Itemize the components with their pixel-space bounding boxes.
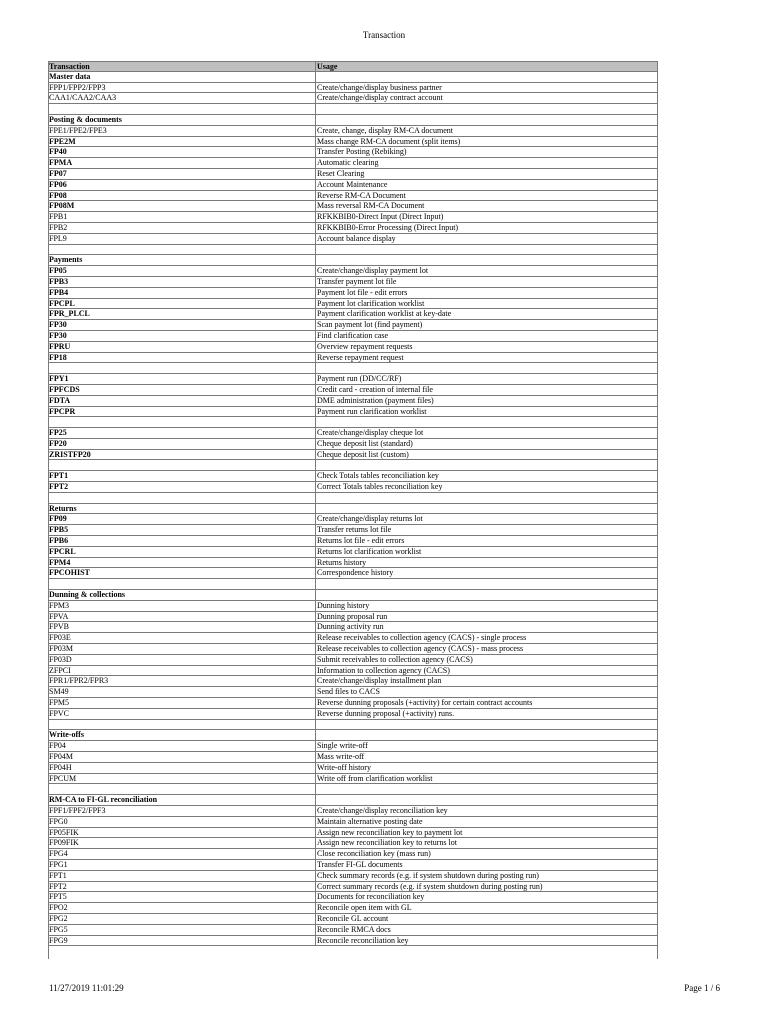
transaction-code: FPO2: [48, 903, 316, 914]
table-row: [48, 201, 658, 212]
transaction-code: FPB3: [48, 277, 316, 288]
transaction-code: FPT1: [48, 871, 316, 882]
usage-description: Transfer FI-GL documents: [316, 860, 658, 871]
usage-description: Account balance display: [316, 234, 658, 245]
usage-description: [316, 730, 658, 741]
section-title: Payments: [48, 255, 316, 266]
transaction-code: FPT2: [48, 882, 316, 893]
table-row: [48, 299, 658, 310]
table-row: [48, 763, 658, 774]
usage-description: Reconcile RMCA docs: [316, 925, 658, 936]
usage-description: Transfer payment lot file: [316, 277, 658, 288]
transaction-code: FPVC: [48, 709, 316, 720]
transaction-code: FPCOHIST: [48, 568, 316, 579]
transaction-code: FPCPR: [48, 407, 316, 418]
header-transaction: Transaction: [48, 61, 316, 72]
transaction-code: FPY1: [48, 374, 316, 385]
table-row: [48, 536, 658, 547]
transaction-code: [48, 493, 316, 504]
usage-description: Reverse dunning proposal (+activity) runs.: [316, 709, 658, 720]
table-row: [48, 817, 658, 828]
usage-description: Create/change/display payment lot: [316, 266, 658, 277]
usage-description: Create/change/display business partner: [316, 83, 658, 94]
transaction-code: FP04: [48, 741, 316, 752]
usage-description: Payment lot clarification worklist: [316, 299, 658, 310]
table-row: [48, 158, 658, 169]
transaction-code: FPL9: [48, 234, 316, 245]
usage-description: Reconcile GL account: [316, 914, 658, 925]
table-row: [48, 288, 658, 299]
transaction-code: FP25: [48, 428, 316, 439]
table-row: [48, 655, 658, 666]
transaction-code: FP07: [48, 169, 316, 180]
table-row: [48, 698, 658, 709]
transaction-code: FPB5: [48, 525, 316, 536]
table-row: [48, 277, 658, 288]
transaction-code: FPM4: [48, 558, 316, 569]
transaction-code: ZFPCI: [48, 666, 316, 677]
transaction-code: SM49: [48, 687, 316, 698]
section-title: Write-offs: [48, 730, 316, 741]
transaction-code: FP03M: [48, 644, 316, 655]
transaction-code: FPG4: [48, 849, 316, 860]
usage-description: Submit receivables to collection agency (CACS): [316, 655, 658, 666]
section-title: RM-CA to FI-GL reconciliation: [48, 795, 316, 806]
transaction-code: FPB4: [48, 288, 316, 299]
table-row: [48, 137, 658, 148]
usage-description: Documents for reconciliation key: [316, 892, 658, 903]
table-row: [48, 925, 658, 936]
transaction-code: FP04H: [48, 763, 316, 774]
usage-description: Returns lot file - edit errors: [316, 536, 658, 547]
usage-description: [316, 579, 658, 590]
table-row: [48, 180, 658, 191]
transaction-code: ZRISTFP20: [48, 450, 316, 461]
transaction-code: [48, 579, 316, 590]
usage-description: Payment run clarification worklist: [316, 407, 658, 418]
transaction-code: FP09: [48, 514, 316, 525]
usage-description: Information to collection agency (CACS): [316, 666, 658, 677]
table-row: [48, 892, 658, 903]
blank-row: [48, 363, 658, 374]
table-row: [48, 471, 658, 482]
transaction-table: [48, 61, 658, 946]
usage-description: Check Totals tables reconciliation key: [316, 471, 658, 482]
usage-description: [316, 72, 658, 83]
table-row: [48, 309, 658, 320]
usage-description: Create/change/display contract account: [316, 93, 658, 104]
usage-description: Credit card - creation of internal file: [316, 385, 658, 396]
transaction-code: FPT1: [48, 471, 316, 482]
usage-description: Assign new reconciliation key to payment lot: [316, 828, 658, 839]
section-header-row: [48, 730, 658, 741]
transaction-code: FPCRL: [48, 547, 316, 558]
table-row: [48, 622, 658, 633]
usage-description: Write off from clarification worklist: [316, 774, 658, 785]
usage-description: Single write-off: [316, 741, 658, 752]
table-row: [48, 525, 658, 536]
table-row: [48, 234, 658, 245]
usage-description: Mass change RM-CA document (split items): [316, 137, 658, 148]
table-row: [48, 752, 658, 763]
table-row: [48, 374, 658, 385]
section-header-row: [48, 590, 658, 601]
usage-description: Reverse RM-CA Document: [316, 191, 658, 202]
usage-description: [316, 720, 658, 731]
transaction-code: FP20: [48, 439, 316, 450]
transaction-code: FPE1/FPE2/FPE3: [48, 126, 316, 137]
section-title: Dunning & collections: [48, 590, 316, 601]
section-header-row: [48, 795, 658, 806]
blank-row: [48, 104, 658, 115]
table-row: [48, 169, 658, 180]
usage-description: Create/change/display cheque lot: [316, 428, 658, 439]
transaction-code: FP08: [48, 191, 316, 202]
usage-description: [316, 590, 658, 601]
transaction-code: FPMA: [48, 158, 316, 169]
transaction-code: FPVB: [48, 622, 316, 633]
transaction-code: FP05FIK: [48, 828, 316, 839]
table-row: [48, 428, 658, 439]
usage-description: [316, 504, 658, 515]
transaction-code: CAA1/CAA2/CAA3: [48, 93, 316, 104]
usage-description: Dunning proposal run: [316, 612, 658, 623]
transaction-code: FPE2M: [48, 137, 316, 148]
transaction-code: FPVA: [48, 612, 316, 623]
usage-description: Correct Totals tables reconciliation key: [316, 482, 658, 493]
table-row: [48, 320, 658, 331]
section-title: Posting & documents: [48, 115, 316, 126]
usage-description: [316, 245, 658, 256]
transaction-code: FP30: [48, 320, 316, 331]
usage-description: Payment clarification worklist at key-date: [316, 309, 658, 320]
usage-description: Maintain alternative posting date: [316, 817, 658, 828]
usage-description: Cheque deposit list (standard): [316, 439, 658, 450]
usage-description: Create/change/display returns lot: [316, 514, 658, 525]
usage-description: Check summary records (e.g. if system shutdown during posting run): [316, 871, 658, 882]
blank-row: [48, 245, 658, 256]
table-row: [48, 450, 658, 461]
transaction-code: FP40: [48, 147, 316, 158]
usage-description: Find clarification case: [316, 331, 658, 342]
table-row: [48, 353, 658, 364]
section-title: Master data: [48, 72, 316, 83]
usage-description: Send files to CACS: [316, 687, 658, 698]
usage-description: Reverse repayment request: [316, 353, 658, 364]
table-row: [48, 514, 658, 525]
transaction-code: [48, 417, 316, 428]
transaction-code: FPCPL: [48, 299, 316, 310]
table-row: [48, 266, 658, 277]
usage-description: RFKKBIB0-Error Processing (Direct Input): [316, 223, 658, 234]
section-title: Returns: [48, 504, 316, 515]
table-row: [48, 126, 658, 137]
table-row: [48, 871, 658, 882]
transaction-code: [48, 104, 316, 115]
blank-row: [48, 579, 658, 590]
blank-row: [48, 784, 658, 795]
transaction-code: FPFCDS: [48, 385, 316, 396]
usage-description: [316, 363, 658, 374]
usage-description: Mass write-off: [316, 752, 658, 763]
transaction-code: [48, 784, 316, 795]
transaction-code: FPF1/FPF2/FPF3: [48, 806, 316, 817]
usage-description: Create, change, display RM-CA document: [316, 126, 658, 137]
section-header-row: [48, 255, 658, 266]
table-row: [48, 407, 658, 418]
print-datetime: 11/27/2019 11:01:29: [49, 983, 124, 993]
usage-description: Overview repayment requests: [316, 342, 658, 353]
blank-row: [48, 460, 658, 471]
table-row: [48, 633, 658, 644]
usage-description: Reconcile reconciliation key: [316, 936, 658, 947]
table-row: [48, 849, 658, 860]
transaction-code: FPG5: [48, 925, 316, 936]
table-row: [48, 212, 658, 223]
usage-description: [316, 255, 658, 266]
page-title: Transaction: [362, 30, 406, 40]
transaction-code: FPP1/FPP2/FPP3: [48, 83, 316, 94]
usage-description: Create/change/display installment plan: [316, 676, 658, 687]
usage-description: Dunning history: [316, 601, 658, 612]
transaction-code: FPM3: [48, 601, 316, 612]
usage-description: Scan payment lot (find payment): [316, 320, 658, 331]
usage-description: Mass reversal RM-CA Document: [316, 201, 658, 212]
table-row: [48, 741, 658, 752]
usage-description: RFKKBIB0-Direct Input (Direct Input): [316, 212, 658, 223]
section-header-row: [48, 115, 658, 126]
transaction-code: FP03E: [48, 633, 316, 644]
table-row: [48, 83, 658, 94]
transaction-code: FPG9: [48, 936, 316, 947]
transaction-code: FPCUM: [48, 774, 316, 785]
usage-description: Reset Clearing: [316, 169, 658, 180]
table-row: [48, 838, 658, 849]
table-row: [48, 439, 658, 450]
transaction-code: FP08M: [48, 201, 316, 212]
usage-description: Returns history: [316, 558, 658, 569]
transaction-code: FPT5: [48, 892, 316, 903]
usage-description: Payment run (DD/CC/RF): [316, 374, 658, 385]
usage-description: [316, 795, 658, 806]
transaction-code: FDTA: [48, 396, 316, 407]
usage-description: Automatic clearing: [316, 158, 658, 169]
table-row: [48, 676, 658, 687]
table-row: [48, 882, 658, 893]
usage-description: Payment lot file - edit errors: [316, 288, 658, 299]
table-row: [48, 860, 658, 871]
table-row: [48, 644, 658, 655]
table-body: [48, 72, 658, 947]
transaction-code: FPG1: [48, 860, 316, 871]
table-row: [48, 331, 658, 342]
usage-description: Cheque deposit list (custom): [316, 450, 658, 461]
table-row: [48, 828, 658, 839]
blank-row: [48, 493, 658, 504]
usage-description: Release receivables to collection agency (CACS) - single process: [316, 633, 658, 644]
usage-description: [316, 104, 658, 115]
table-row: [48, 601, 658, 612]
usage-description: Transfer Posting (Rebiking): [316, 147, 658, 158]
usage-description: Create/change/display reconciliation key: [316, 806, 658, 817]
table-row: [48, 612, 658, 623]
table-row: [48, 774, 658, 785]
usage-description: Account Maintenance: [316, 180, 658, 191]
transaction-code: FP18: [48, 353, 316, 364]
table-row: [48, 709, 658, 720]
usage-description: Release receivables to collection agency (CACS) - mass process: [316, 644, 658, 655]
usage-description: [316, 784, 658, 795]
transaction-code: FP03D: [48, 655, 316, 666]
transaction-code: FPB1: [48, 212, 316, 223]
transaction-code: FPG2: [48, 914, 316, 925]
table-row: [48, 191, 658, 202]
page-number: Page 1 / 6: [684, 983, 720, 993]
usage-description: [316, 460, 658, 471]
transaction-code: FPT2: [48, 482, 316, 493]
usage-description: Correspondence history: [316, 568, 658, 579]
transaction-code: FPG0: [48, 817, 316, 828]
transaction-code: FPM5: [48, 698, 316, 709]
table-row: [48, 93, 658, 104]
table-header-row: [48, 61, 658, 72]
usage-description: [316, 417, 658, 428]
transaction-code: FPR_PLCL: [48, 309, 316, 320]
table-row: [48, 936, 658, 947]
transaction-code: [48, 720, 316, 731]
transaction-code: [48, 363, 316, 374]
usage-description: Assign new reconciliation key to returns lot: [316, 838, 658, 849]
table-row: [48, 482, 658, 493]
usage-description: Returns lot clarification worklist: [316, 547, 658, 558]
usage-description: Dunning activity run: [316, 622, 658, 633]
table-row: [48, 568, 658, 579]
blank-row: [48, 417, 658, 428]
table-row: [48, 666, 658, 677]
usage-description: Correct summary records (e.g. if system shutdown during posting run): [316, 882, 658, 893]
usage-description: Close reconciliation key (mass run): [316, 849, 658, 860]
usage-description: Reverse dunning proposals (+activity) for certain contract accounts: [316, 698, 658, 709]
transaction-code: FPB2: [48, 223, 316, 234]
table-row: [48, 558, 658, 569]
table-row: [48, 342, 658, 353]
header-usage: Usage: [316, 61, 658, 72]
transaction-code: FPRU: [48, 342, 316, 353]
transaction-code: FP05: [48, 266, 316, 277]
section-header-row: [48, 504, 658, 515]
table-row: [48, 385, 658, 396]
transaction-code: FP09FIK: [48, 838, 316, 849]
usage-description: Reconcile open item with GL: [316, 903, 658, 914]
table-row: [48, 547, 658, 558]
usage-description: [316, 493, 658, 504]
table-row: [48, 903, 658, 914]
usage-description: Transfer returns lot file: [316, 525, 658, 536]
transaction-code: [48, 245, 316, 256]
table-row: [48, 147, 658, 158]
usage-description: DME administration (payment files): [316, 396, 658, 407]
transaction-code: FP30: [48, 331, 316, 342]
table-row: [48, 396, 658, 407]
transaction-code: [48, 460, 316, 471]
transaction-code: FPR1/FPR2/FPR3: [48, 676, 316, 687]
transaction-code: FP06: [48, 180, 316, 191]
table-row: [48, 914, 658, 925]
transaction-code: FPB6: [48, 536, 316, 547]
blank-row: [48, 720, 658, 731]
table-row: [48, 687, 658, 698]
usage-description: Write-off history: [316, 763, 658, 774]
section-header-row: [48, 72, 658, 83]
table-row: [48, 806, 658, 817]
transaction-code: FP04M: [48, 752, 316, 763]
usage-description: [316, 115, 658, 126]
table-row: [48, 223, 658, 234]
